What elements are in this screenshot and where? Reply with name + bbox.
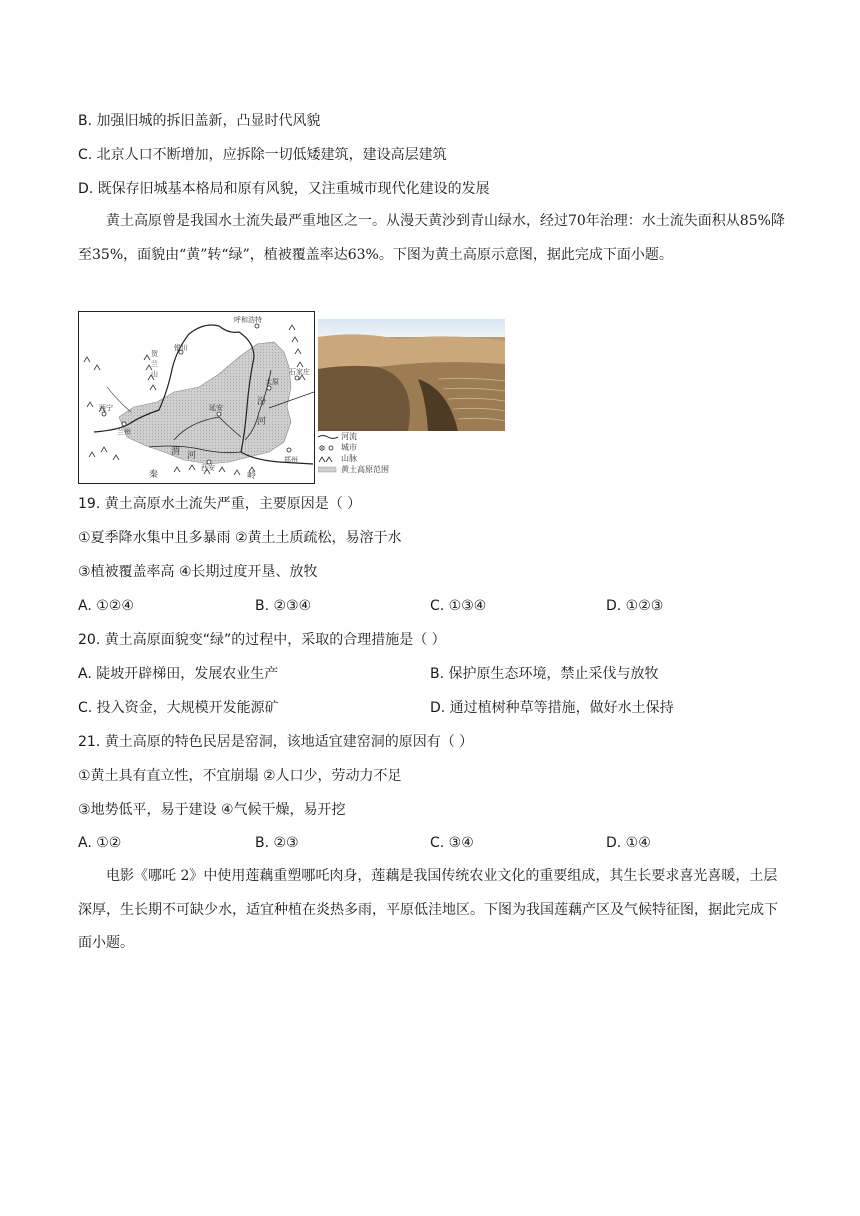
- label-wei: 渭: [171, 447, 181, 457]
- label-yinchuan: 银川: [174, 344, 188, 352]
- q20-option-c: C. 投入资金，大规模开发能源矿: [78, 700, 279, 716]
- legend-city: 城市: [341, 442, 357, 452]
- q21-option-a: A. ①②: [78, 835, 122, 851]
- q20-option-d: D. 通过植树种草等措施，做好水土保持: [430, 700, 674, 716]
- q20-option-a: A. 陡坡开辟梯田，发展农业生产: [78, 666, 279, 682]
- q19-option-d: D. ①②③: [606, 598, 664, 614]
- legend-river: 河流: [341, 431, 357, 441]
- label-fen-2: 河: [257, 417, 267, 427]
- label-wei-2: 河: [187, 451, 197, 461]
- q21-option-d: D. ①④: [606, 835, 651, 851]
- label-helan-3: 山: [151, 370, 158, 378]
- label-hohhot: 呼和浩特: [234, 316, 262, 324]
- label-zhengzhou: 郑州: [284, 456, 298, 464]
- loess-landscape-photo: [318, 319, 505, 431]
- label-fen: 汾: [257, 397, 267, 407]
- label-lanzhou: 兰州: [117, 428, 131, 436]
- label-yanan: 延安: [209, 404, 223, 412]
- passage-loess-plateau: 黄土高原曾是我国水土流失最严重地区之一。从漫天黄沙到青山绿水，经过70年治理：水土流失面积从85%降至35%，面貌由“黄”转“绿”，植被覆盖率达63%。下图为黄土高原示意图，据此完成下面小题。: [78, 213, 785, 263]
- q19-statements-1: ①夏季降水集中且多暴雨 ②黄土土质疏松，易溶于水: [78, 530, 402, 546]
- label-taiyuan: 太原: [265, 378, 279, 386]
- option-d-prev: D. 既保存旧城基本格局和原有风貌，又注重城市现代化建设的发展: [78, 181, 490, 197]
- option-c-prev: C. 北京人口不断增加，应拆除一切低矮建筑，建设高层建筑: [78, 147, 447, 163]
- q19-option-a: A. ①②④: [78, 598, 134, 614]
- legend-plateau: 黄土高原范围: [341, 464, 389, 474]
- q21-option-c: C. ③④: [430, 835, 474, 851]
- loess-plateau-figure: [78, 311, 506, 484]
- q21-stem: 21. 黄土高原的特色民居是窑洞，该地适宜建窑洞的原因有（ ）: [78, 734, 474, 750]
- label-qin: 秦: [149, 470, 159, 480]
- q21-statements-2: ③地势低平，易于建设 ④气候干燥，易开挖: [78, 802, 346, 818]
- q20-option-b: B. 保护原生态环境，禁止采伐与放牧: [430, 666, 659, 682]
- passage-lotus-root: 电影《哪吒 2》中使用莲藕重塑哪吒肉身，莲藕是我国传统农业文化的重要组成，其生长要求喜光喜暖，土层深厚，生长期不可缺少水，适宜种植在炎热多雨，平原低洼地区。下图为我国莲藕产区及气候特征图，据此完成下面小题。: [78, 868, 778, 951]
- q19-statements-2: ③植被覆盖率高 ④长期过度开垦、放牧: [78, 564, 318, 580]
- label-xian: 西安: [201, 464, 215, 472]
- q21-option-b: B. ②③: [255, 835, 299, 851]
- loess-plateau-map: [78, 311, 315, 484]
- label-xining: 西宁: [99, 404, 113, 412]
- q19-option-c: C. ①③④: [430, 598, 487, 614]
- label-shijiazhuang: 石家庄: [289, 368, 310, 376]
- label-helan-2: 兰: [151, 360, 158, 368]
- label-helan: 贺: [151, 350, 158, 358]
- map-legend: [318, 431, 505, 484]
- legend-mountain: 山脉: [341, 453, 357, 463]
- option-b-prev: B. 加强旧城的拆旧盖新，凸显时代风貌: [78, 113, 321, 129]
- q19-stem: 19. 黄土高原水土流失严重，主要原因是（ ）: [78, 496, 362, 512]
- q20-stem: 20. 黄土高原面貌变“绿”的过程中，采取的合理措施是（ ）: [78, 632, 446, 648]
- q21-statements-1: ①黄土具有直立性，不宜崩塌 ②人口少，劳动力不足: [78, 768, 402, 784]
- q19-option-b: B. ②③④: [255, 598, 312, 614]
- label-ling: 岭: [247, 471, 257, 481]
